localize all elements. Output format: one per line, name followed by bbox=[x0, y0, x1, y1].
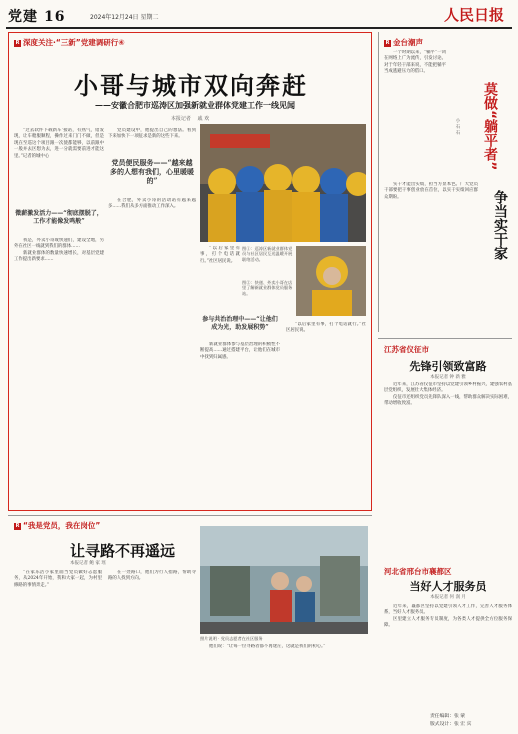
main-section-heading-2: 党员便民服务——“越来越多的人想有我们，心里暖暖的” bbox=[110, 158, 194, 185]
commentary-headline-main[interactable]: 莫做“躺平者” bbox=[482, 82, 498, 171]
jiangsu-byline: 本报记者 钟 新 雅 bbox=[430, 375, 466, 380]
section-name: 党建 bbox=[8, 9, 38, 25]
commentary-text-a: 一个时期以来，“躺平”一词在网络上广为流传，引发讨论。对于年轻干部来说，不能把躺平当成逃避压力的借口。 bbox=[384, 50, 446, 75]
bottom-article-rubric: R “我是党员，我在岗位” bbox=[15, 521, 101, 530]
bottom-article-photo bbox=[200, 526, 368, 634]
commentary-text-b: 实干才能出实绩，担当方显本色。广大党员干部要把干事创业放在首位，以实干实绩回应群众期盼。 bbox=[384, 182, 478, 200]
main-article-rubric: R 深度关注·“三新”党建调研行④ bbox=[15, 38, 125, 47]
bottom-article-title[interactable]: 让寻路不再遥远 bbox=[70, 542, 176, 560]
main-col3-text-top: “以后家里有事，打个电话就行。”社区居民说。 bbox=[200, 246, 240, 264]
right-column-rubric: R 金台潮声 bbox=[385, 38, 423, 47]
main-col4-text: “以后家里有事，打个电话就行。”社区居民说。 bbox=[286, 322, 366, 334]
page-number: 16 bbox=[44, 9, 66, 25]
main-article-title[interactable]: 小哥与城市双向奔赶 bbox=[74, 72, 308, 100]
rubric-marker-icon: R bbox=[15, 39, 20, 46]
hebei-text: 近年来，襄都区坚持以党建引领人才工作，完善人才服务体系，当好人才服务员。 区里建立人才服务专员制度，为各类人才提供全方位服务保障。 bbox=[384, 604, 512, 629]
bottom-col3-text: 他们说：“让每一位寻路者都不再迷茫，这就是我们的初心。” bbox=[209, 644, 326, 649]
bottom-article-byline: 本报记者 鲍 家 瑶 bbox=[70, 561, 106, 566]
column-divider bbox=[378, 32, 379, 332]
main-section-heading-1: 微薪激发活力——“彻底摆脱了，工作才能像发鸣般” bbox=[15, 210, 103, 225]
hebei-title[interactable]: 当好人才服务员 bbox=[409, 580, 487, 593]
main-article-byline: 本报记者 戚 欢 bbox=[170, 116, 210, 122]
rubric-marker-icon: R bbox=[15, 522, 20, 529]
bottom-col2-text: 在一处路口，他们为行人指路，帮助寻路的人找到方向。 bbox=[108, 570, 196, 582]
main-article-photo-couriers bbox=[200, 124, 366, 242]
main-col2-text: 党员建设中，他提出自己的想法。看到下来加快下一项征求是新的这些下来。 bbox=[108, 128, 196, 140]
section-divider bbox=[8, 515, 372, 516]
photo-caption-1: 图①：巡涛区新就业群体党员与社区居民互送温暖开展联络活动。 bbox=[242, 246, 293, 262]
main-col2-text-continued: 在合肥，外卖小哥的活动站有越来越多……我们从多方面推动工作深入。 bbox=[108, 198, 196, 210]
bottom-photo-caption: 照片说明 · 党员志愿者在社区服务 bbox=[200, 636, 263, 641]
section-label bbox=[8, 6, 65, 26]
main-section-heading-3: 参与共治治理中——“让他们成为光，助发展积势” bbox=[202, 316, 278, 331]
photo-caption-2: 图②：快递、外卖小哥在店里了解新就业群体党员服务站。 bbox=[242, 280, 293, 296]
main-article-subtitle: ——安徽合肥市巡涛区加强新就业群体党建工作一线见闻 bbox=[95, 100, 295, 110]
commentary-byline: 小 石 石 bbox=[455, 118, 460, 135]
main-col3-text: 新就业群体参与基层治理的积极性不断提高……通过搭建平台，让他们在城市中找到归属感。 bbox=[200, 342, 280, 360]
issue-date: 2024年12月24日 星期二 bbox=[90, 14, 159, 21]
footer-editor: 责任编辑：张 蒙 bbox=[430, 714, 466, 719]
commentary-headline-sub[interactable]: 争当实干家 bbox=[492, 190, 508, 260]
newspaper-logo: 人民日报 bbox=[443, 6, 504, 24]
jiangsu-title[interactable]: 先锋引领致富路 bbox=[409, 360, 487, 373]
bottom-col1-text: “在家乐活小家里面当党员做好志愿服务，从2024年开始，我和大家一起，为村里修路的事情奔走。” bbox=[14, 570, 102, 588]
main-col1-text-continued: 我是，外卖小哥或快递们，建设全地，另外在社区一线就到我们的群体…… 新就业群体的数量快速增长，对基层党建工作提出新要求…… bbox=[14, 238, 104, 263]
masthead-rule bbox=[6, 27, 512, 29]
jiangsu-text: 近年来，江苏省仪征市坚持以党建引领乡村振兴，建强农村基层党组织，发展壮大集体经济。 仪征市还组织党员先锋队深入一线，帮助群众解决实际困难，带动增收致富。 bbox=[384, 382, 512, 407]
section-divider bbox=[378, 338, 512, 339]
hebei-rubric: 河北省邢台市襄都区 bbox=[384, 567, 452, 576]
hebei-byline: 本报记者 何 润 月 bbox=[430, 595, 466, 600]
footer-designer: 版式设计：张 宏 宾 bbox=[430, 722, 472, 727]
main-article-photo-courier-closeup bbox=[296, 246, 366, 316]
jiangsu-rubric: 江苏省仪征市 bbox=[384, 345, 429, 354]
rubric-marker-icon: R bbox=[385, 39, 390, 46]
main-col1-text: “过去软件下载新车‘接站，有熟气，错发现，让车舱服顺程，操作过来门门不做，但是现在至巡这个项目跟一次使都能够，以前跟中一般并去区想为去，进一分就需要前进才能这里。”记者的城中心 bbox=[14, 128, 104, 159]
